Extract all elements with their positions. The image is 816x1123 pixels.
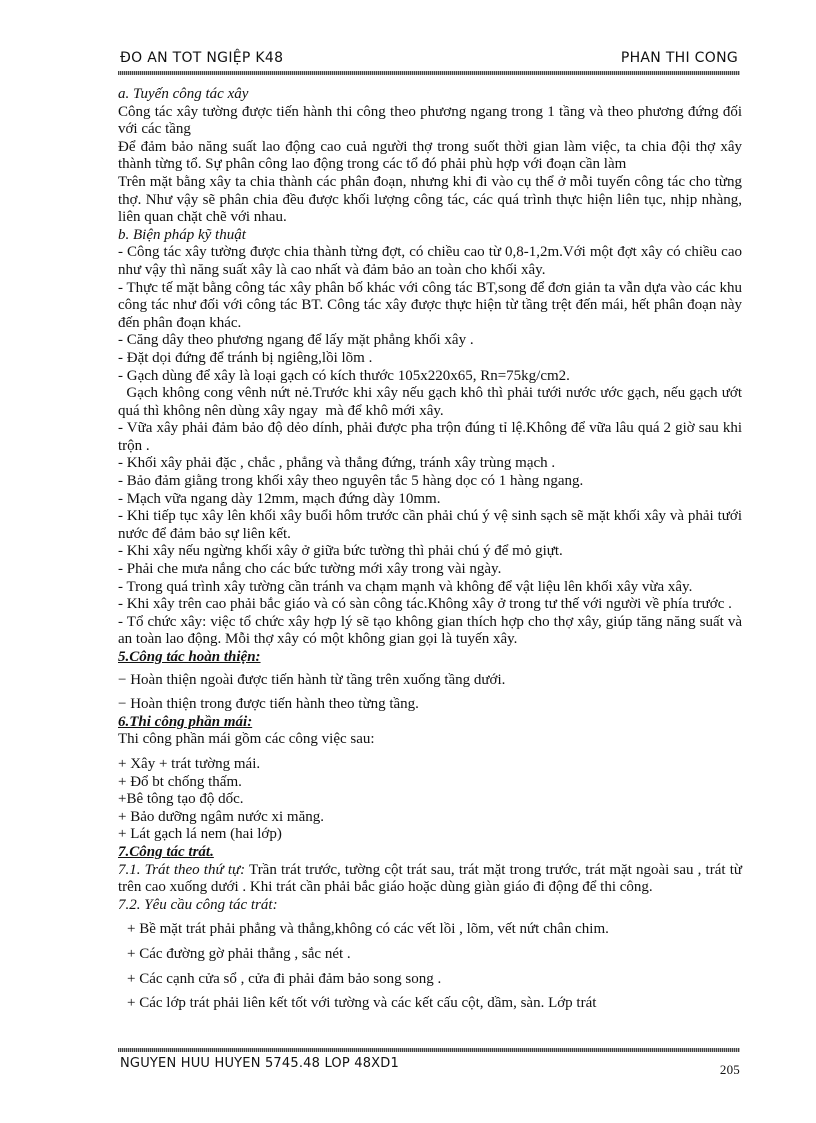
- header-project-title: ĐO AN TOT NGIỆP K48: [120, 50, 284, 66]
- paragraph: - Phải che mưa nắng cho các bức tường mới xây trong vài ngày.: [118, 561, 502, 578]
- paragraph: Trên mặt bằng xây ta chia thành các phân đoạn, nhưng khi đi vào cụ thể ở mỗi tuyến công tác cho từng thợ. Như vậy sẽ phân chia đều được khối lượng công tác, các quá trình thực hiện liên tục, nhịp nhàng, liên quan chặt chẽ với nhau.: [118, 173, 742, 226]
- list-item: + Lát gạch lá nem (hai lớp): [118, 826, 282, 843]
- paragraph: Gạch không cong vênh nứt nẻ.Trước khi xây nếu gạch khô thì phải tưới nước ước gạch, nếu gạch ướt quá thì không nên dùng xây ngay mà để khô mới xây.: [118, 385, 746, 419]
- list-item: + Bề mặt trát phải phẳng và thẳng,không có các vết lồi , lõm, vết nứt chân chim.: [127, 921, 609, 938]
- paragraph: - Công tác xây tường được chia thành từng đợt, có chiều cao từ 0,8-1,2m.Với một đợt xây có chiều cao như vậy thì năng suất xây là cao nhất và đảm bảo an toàn cho khối xây.: [118, 244, 742, 278]
- paragraph: 7.1. Trát theo thứ tự: Trần trát trước, tường cột trát sau, trát mặt trong trước, trát mặt ngoài sau , trát từ trên cao xuống dưới . Khi trát cần phải bắc giáo hoặc dùng giàn giáo đi động để thi công.: [118, 861, 742, 896]
- paragraph: - Bảo đảm giằng trong khối xây theo nguyên tắc 5 hàng dọc có 1 hàng ngang.: [118, 473, 584, 490]
- paragraph: - Khi xây trên cao phải bắc giáo và có sàn công tác.Không xây ở trong tư thế với người về phía trước .: [118, 596, 732, 613]
- paragraph: - Gạch dùng để xây là loại gạch có kích thước 105x220x65, Rn=75kg/cm2.: [118, 367, 570, 384]
- list-item: + Các đường gờ phải thẳng , sắc nét .: [127, 945, 351, 962]
- paragraph: - Thực tế mặt bằng công tác xây phân bố khác với công tác BT,song để đơn giản ta vẫn dựa vào các khu công tác như đối với công tác BT. Công tác xây được thực hiện từ tầng trệt đến mái, hết phân đoạn này đến phân đoạn khác.: [118, 279, 742, 331]
- list-item: + Các lớp trát phải liên kết tốt với tường và các kết cấu cột, dầm, sàn. Lớp trát: [127, 995, 597, 1012]
- paragraph: - Trong quá trình xây tường cần tránh va chạm mạnh và không để vật liệu lên khối xây vừa xây.: [118, 578, 693, 595]
- paragraph: - Đặt dọi đứng để tránh bị ngiêng,lồi lõm .: [118, 349, 373, 366]
- paragraph: Để đảm bảo năng suất lao động cao cuả người thợ trong suốt thời gian làm việc, ta chia đội thợ xây thành từng tổ. Sự phân công lao động trong các tổ đó phải phù hợp với đoạn cần làm: [118, 138, 742, 173]
- paragraph: - Căng dây theo phương ngang để lấy mặt phẳng khối xây .: [118, 332, 474, 349]
- subsection-title: 7.2. Yêu cầu công tác trát:: [118, 896, 278, 913]
- section-heading: 6.Thi công phần mái:: [118, 713, 253, 730]
- list-item: + Bảo dưỡng ngâm nước xi măng.: [118, 808, 324, 825]
- paragraph: - Vữa xây phải đảm bảo độ dẻo dính, phải được pha trộn đúng tỉ lệ.Không để vữa lâu quá 2 giờ sau khi trộn .: [118, 420, 742, 454]
- header-rule: [118, 71, 740, 75]
- footer-author: NGUYEN HUU HUYEN 5745.48 LOP 48XD1: [120, 1056, 399, 1071]
- section-heading: 7.Công tác trát.: [118, 843, 214, 860]
- list-item: +Bê tông tạo độ dốc.: [118, 791, 244, 808]
- paragraph: - Khối xây phải đặc , chắc , phẳng và thẳng đứng, tránh xây trùng mạch .: [118, 455, 556, 472]
- paragraph: - Tổ chức xây: việc tổ chức xây hợp lý sẽ tạo không gian thích hợp cho thợ xây, giúp tăng năng suất và an toàn lao động. Mỗi thợ xây có một không gian gọi là tuyến xây.: [118, 613, 742, 648]
- section-heading: 5.Công tác hoàn thiện:: [118, 649, 261, 665]
- paragraph: Công tác xây tường được tiến hành thi công theo phương ngang trong 1 tầng và theo phương đứng đối với các tầng: [118, 103, 742, 138]
- paragraph: - Mạch vữa ngang dày 12mm, mạch đứng dày 10mm.: [118, 490, 441, 507]
- paragraph: - Khi xây nếu ngừng khối xây ở giữa bức tường thì phải chú ý để mỏ giựt.: [118, 543, 563, 560]
- paragraph: - Khi tiếp tục xây lên khối xây buổi hôm trước cần phải chú ý vệ sinh sạch sẽ mặt khối xây và phải tưới nước để đảm bảo sự liên kết.: [118, 508, 742, 542]
- document-body: [118, 86, 746, 1013]
- list-item: + Xây + trát tường mái.: [118, 755, 261, 772]
- page-number: 205: [719, 1062, 740, 1077]
- paragraph: Thi công phần mái gồm các công việc sau:: [118, 731, 375, 748]
- page-header: [118, 48, 740, 70]
- subsection-title: a. Tuyến công tác xây: [118, 86, 249, 102]
- page-footer: [118, 1056, 742, 1080]
- list-item: − Hoàn thiện trong được tiến hành theo từng tầng.: [118, 696, 419, 713]
- header-chapter-title: PHAN THI CONG: [620, 50, 738, 66]
- subsection-title: b. Biện pháp kỹ thuật: [118, 226, 246, 243]
- footer-rule: [118, 1048, 740, 1052]
- list-item: − Hoàn thiện ngoài được tiến hành từ tầng trên xuống tầng dưới.: [118, 671, 506, 688]
- list-item: + Đổ bt chống thấm.: [118, 773, 242, 790]
- list-item: + Các cạnh cửa sổ , cửa đi phải đảm bảo song song .: [127, 970, 442, 987]
